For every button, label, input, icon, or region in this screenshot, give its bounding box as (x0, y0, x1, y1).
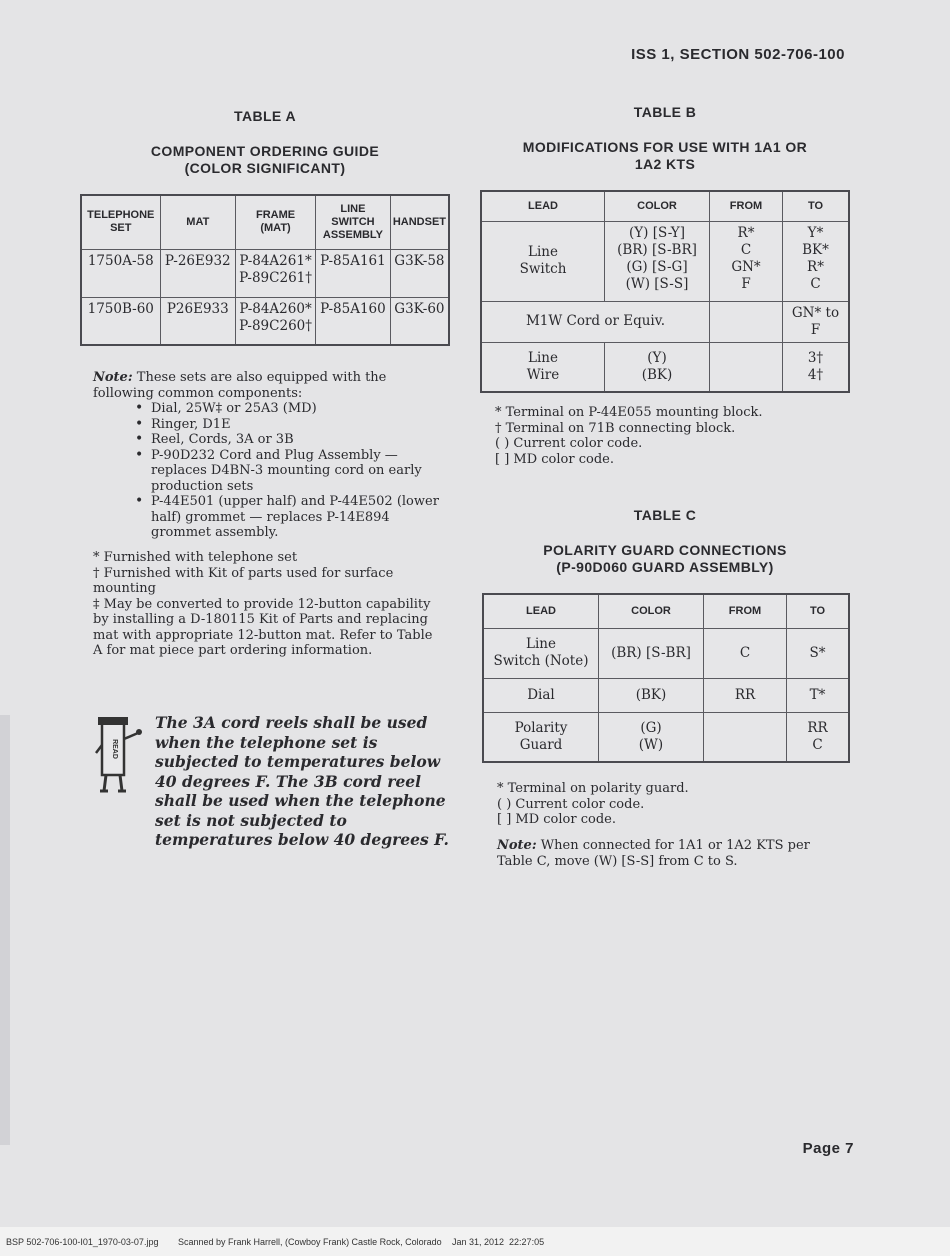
table-b-cell: Line Wire (481, 342, 605, 392)
note-a-bullet: • P-90D232 Cord and Plug Assembly — replaces D4BN-3 mounting cord on early production sets (135, 448, 445, 495)
footnote: [ ] MD color code. (495, 451, 614, 467)
footnote: * Terminal on P-44E055 mounting block. (495, 405, 763, 420)
note-a-intro-text: These sets are also equipped with the following common components: (93, 370, 387, 401)
table-a-cell: 1750A-58 (81, 249, 160, 297)
table-c-cell: (BR) [S-BR] (599, 628, 704, 678)
table-a-col-3: FRAME (MAT) (236, 195, 316, 249)
table-c-cell: C (704, 628, 787, 678)
footnote: [ ] MD color code. (497, 812, 616, 827)
table-a-col-2: MAT (160, 195, 235, 249)
table-a-col-1: TELEPHONE SET (81, 195, 160, 249)
table-b (480, 190, 850, 393)
scan-credit: Scanned by Frank Harrell, (Cowboy Frank) Castle Rock, Colorado (178, 1237, 442, 1247)
read-sign-label: READ (111, 739, 118, 759)
table-row (483, 712, 849, 762)
table-a-cell: P-26E932 (160, 249, 235, 297)
table-c-cell: T* (787, 678, 850, 712)
table-b-cell: (Y) (BK) (605, 342, 710, 392)
table-a (80, 194, 450, 346)
footnote: ( ) Current color code. (495, 436, 643, 451)
table-c-col-2: COLOR (599, 594, 704, 628)
note-a-label: Note: (93, 370, 133, 385)
footnote: * Terminal on polarity guard. (497, 781, 689, 796)
table-c-cell: Polarity Guard (483, 712, 599, 762)
table-row (481, 342, 849, 392)
table-b-col-3: FROM (710, 191, 783, 221)
note-a (93, 370, 445, 541)
table-c-footnotes (497, 781, 842, 828)
table-a-cell: P-85A161 (316, 249, 391, 297)
table-b-cell: Line Switch (481, 221, 605, 301)
table-b-cell (710, 342, 783, 392)
table-a-cell: P26E933 (160, 297, 235, 345)
table-c-cell: RR C (787, 712, 850, 762)
table-c-note-text: When connected for 1A1 or 1A2 KTS per Table C, move (W) [S-S] from C to S. (497, 838, 810, 869)
table-b-cell: (Y) [S-Y] (BR) [S-BR] (G) [S-G] (W) [S-S] (605, 221, 710, 301)
table-b-cell: 3† 4† (783, 342, 850, 392)
note-a-intro (93, 370, 445, 401)
table-b-cell: M1W Cord or Equiv. (481, 301, 710, 342)
table-a-cell: 1750B-60 (81, 297, 160, 345)
table-b-cell (710, 301, 783, 342)
table-row (481, 301, 849, 342)
table-c-cell (704, 712, 787, 762)
table-a-title-2: (COLOR SIGNIFICANT) (184, 160, 346, 176)
scan-filename: BSP 502-706-100-I01_1970-03-07.jpg (6, 1237, 159, 1247)
table-a-label: TABLE A (234, 108, 296, 124)
table-a-cell: P-85A160 (316, 297, 391, 345)
table-b-cell: Y* BK* R* C (783, 221, 850, 301)
table-row (483, 628, 849, 678)
section-header: ISS 1, SECTION 502-706-100 (631, 46, 845, 63)
footnote: ‡ May be converted to provide 12-button capability by installing a D-180115 Kit of Parts and replacing mat with appropriate 12-button mat. Refer to Table A for mat piece part ordering information. (93, 596, 433, 658)
table-b-col-4: TO (783, 191, 850, 221)
table-b-title-1: MODIFICATIONS FOR USE WITH 1A1 OR (522, 139, 808, 155)
table-c (482, 593, 850, 763)
footnote: † Terminal on 71B connecting block. (495, 420, 736, 436)
table-row (81, 249, 449, 297)
table-c-cell: S* (787, 628, 850, 678)
table-c-col-4: TO (787, 594, 850, 628)
scan-datetime: Jan 31, 2012 22:27:05 (452, 1237, 545, 1247)
table-row (483, 678, 849, 712)
note-a-bullet: • Ringer, D1E (135, 417, 445, 433)
note-a-bullet: • P-44E501 (upper half) and P-44E502 (lower half) grommet — replaces P-14E894 grommet assembly. (135, 494, 445, 541)
table-a-col-4: LINE SWITCH ASSEMBLY (316, 195, 391, 249)
table-a-title-1: COMPONENT ORDERING GUIDE (150, 143, 380, 159)
footnote: * Furnished with telephone set (93, 550, 298, 565)
table-c-cell: Dial (483, 678, 599, 712)
table-b-cell: R* C GN* F (710, 221, 783, 301)
footnote: † Furnished with Kit of parts used for surface mounting (93, 565, 394, 596)
table-c-col-1: LEAD (483, 594, 599, 628)
table-c-cell: (G) (W) (599, 712, 704, 762)
table-b-col-2: COLOR (605, 191, 710, 221)
scan-footer (0, 1227, 950, 1256)
table-b-cell: GN* to F (783, 301, 850, 342)
table-c-label: TABLE C (633, 507, 697, 523)
table-row (81, 297, 449, 345)
read-notice-text: The 3A cord reels shall be used when the telephone set is subjected to temperatures below 40 degrees F. The 3B cord reel shall be used when the telephone set is not subjected to temperatures below 40 degrees F. (155, 713, 449, 849)
note-a-bullet: • Dial, 25W‡ or 25A3 (MD) (135, 401, 445, 417)
table-a-col-5: HANDSET (390, 195, 449, 249)
table-a-cell: G3K-60 (390, 297, 449, 345)
table-c-title-2: (P-90D060 GUARD ASSEMBLY) (556, 559, 774, 575)
table-c-note-label: Note: (497, 838, 537, 853)
table-row (481, 221, 849, 301)
table-c-title-1: POLARITY GUARD CONNECTIONS (543, 542, 787, 558)
footnote: ( ) Current color code. (497, 796, 645, 812)
table-a-cell: G3K-58 (390, 249, 449, 297)
table-b-label: TABLE B (633, 104, 697, 120)
table-a-cell: P-84A260* P-89C260† (236, 297, 316, 345)
table-a-cell: P-84A261* P-89C261† (236, 249, 316, 297)
table-b-footnotes (495, 405, 845, 467)
read-sign-icon (94, 715, 144, 795)
page-number: Page 7 (802, 1140, 854, 1157)
scan-edge (0, 715, 10, 1145)
table-c-col-3: FROM (704, 594, 787, 628)
note-a-bullet: • Reel, Cords, 3A or 3B (135, 432, 445, 448)
table-c-cell: RR (704, 678, 787, 712)
table-b-col-1: LEAD (481, 191, 605, 221)
table-c-cell: (BK) (599, 678, 704, 712)
note-a-footnotes (93, 550, 445, 659)
table-c-note (497, 838, 845, 869)
table-c-cell: Line Switch (Note) (483, 628, 599, 678)
table-b-title-2: 1A2 KTS (634, 156, 696, 172)
